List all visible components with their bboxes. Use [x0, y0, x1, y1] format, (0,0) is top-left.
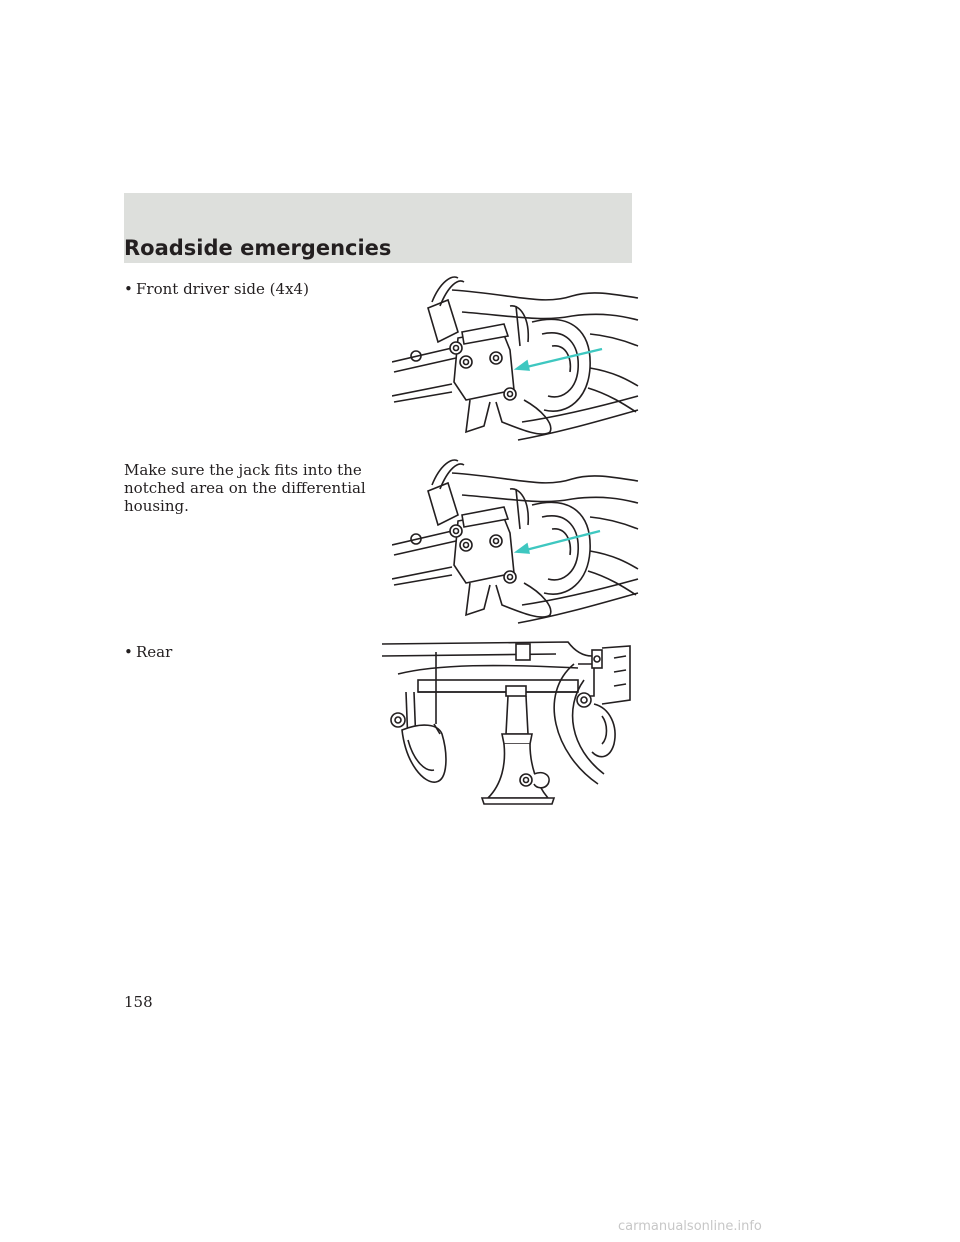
bullet-text: Front driver side (4x4) [136, 280, 309, 298]
bullet-text: Rear [136, 643, 173, 661]
bullet-icon: • [124, 280, 133, 298]
differential-housing-illustration [392, 455, 640, 627]
page-number: 158 [124, 993, 153, 1011]
bullet-rear [124, 643, 172, 661]
bullet-icon: • [124, 643, 133, 661]
paragraph-line: notched area on the differential [124, 479, 366, 497]
page-title: Roadside emergencies [124, 236, 392, 260]
jack-instruction-paragraph [124, 461, 374, 515]
watermark-text[interactable]: carmanualsonline.info [618, 1219, 762, 1234]
rear-axle-jack-illustration [378, 634, 636, 810]
paragraph-line: Make sure the jack fits into the [124, 461, 362, 479]
front-jack-point-illustration [392, 272, 640, 444]
paragraph-line: housing. [124, 497, 189, 515]
bullet-front-driver-side [124, 280, 309, 298]
